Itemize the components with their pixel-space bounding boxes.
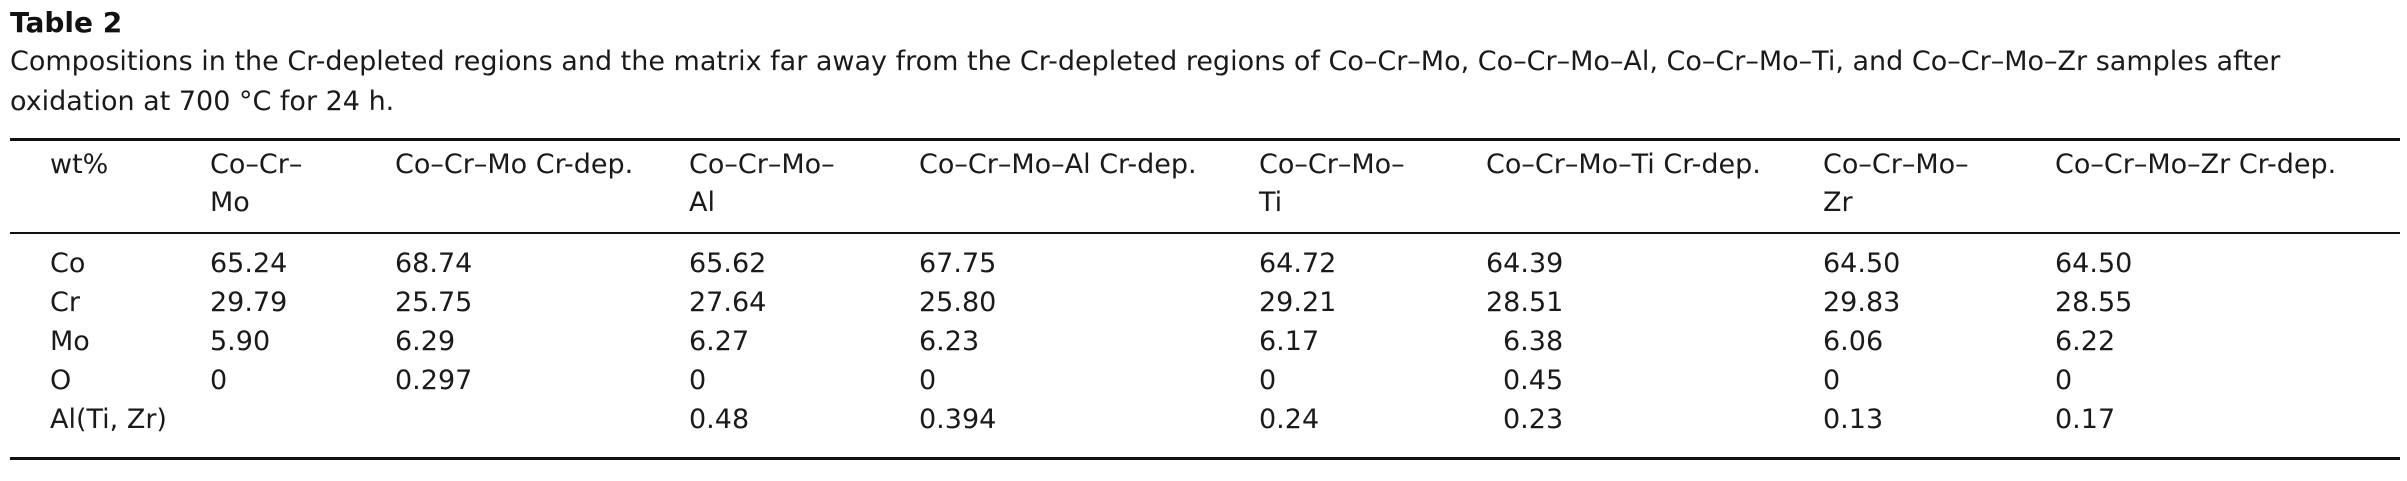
column-header-line: Co–Cr–Mo–Zr Cr-dep. — [2055, 149, 2337, 180]
table-cell: 6.17 — [1259, 326, 1320, 357]
table-cell: 0.24 — [1259, 404, 1320, 435]
column-header-co-cr-mo-crdep — [395, 146, 633, 184]
column-header-line: Co–Cr– — [210, 149, 303, 180]
table-cell: 0 — [1259, 365, 1277, 396]
table-cell: 67.75 — [919, 248, 997, 279]
table-cell: 6.27 — [689, 326, 750, 357]
table-cell: 6.22 — [2055, 326, 2116, 357]
table-caption-line-1: Compositions in the Cr-depleted regions and the matrix far away from the Cr-depleted regions of Co–Cr–Mo, Co–Cr–Mo–Al, Co–Cr–Mo–Ti, and Co–Cr–Mo–Zr samples after — [10, 46, 2281, 77]
table-cell: 65.62 — [689, 248, 767, 279]
table-caption-line-2: oxidation at 700 °C for 24 h. — [10, 86, 395, 117]
table-cell: 25.75 — [395, 287, 473, 318]
table-cell: 64.39 — [1486, 248, 1564, 279]
table-cell: 6.29 — [395, 326, 456, 357]
column-header-line: Co–Cr–Mo– — [1259, 149, 1405, 180]
column-header-line: Co–Cr–Mo–Al Cr-dep. — [919, 149, 1197, 180]
column-header-line: Co–Cr–Mo– — [689, 149, 835, 180]
table-cell: 29.79 — [210, 287, 288, 318]
column-header-co-cr-mo-zr-crdep — [2055, 146, 2336, 184]
table-cell: 0.23 — [1503, 404, 1564, 435]
column-header-co-cr-mo-ti-crdep — [1486, 146, 1761, 184]
column-header-co-cr-mo-zr — [1823, 146, 1969, 222]
table-cell: 28.51 — [1486, 287, 1564, 318]
table-cell: 6.06 — [1823, 326, 1884, 357]
row-label-al-ti-zr: Al(Ti, Zr) — [50, 404, 167, 435]
table-cell: 5.90 — [210, 326, 271, 357]
column-header-line: Mo — [210, 187, 250, 218]
column-header-line: Co–Cr–Mo–Ti Cr-dep. — [1486, 149, 1761, 180]
row-label-cr: Cr — [50, 287, 80, 318]
column-header-co-cr-mo-al-crdep — [919, 146, 1197, 184]
table-header-rule — [10, 232, 2400, 234]
table-cell: 64.50 — [2055, 248, 2133, 279]
table-cell: 6.38 — [1503, 326, 1564, 357]
table-cell: 65.24 — [210, 248, 288, 279]
row-label-o: O — [50, 365, 72, 396]
table-cell: 0.13 — [1823, 404, 1884, 435]
table-cell: 29.21 — [1259, 287, 1337, 318]
row-label-co: Co — [50, 248, 86, 279]
column-header-line: Co–Cr–Mo Cr-dep. — [395, 149, 634, 180]
column-header-co-cr-mo — [210, 146, 302, 222]
table-cell: 0.48 — [689, 404, 750, 435]
table-cell: 0 — [919, 365, 937, 396]
table-cell: 6.23 — [919, 326, 980, 357]
table-label: Table 2 — [10, 6, 123, 39]
column-header-wt — [50, 146, 108, 184]
table-top-rule — [10, 138, 2400, 141]
column-header-co-cr-mo-al — [689, 146, 835, 222]
table-cell: 25.80 — [919, 287, 997, 318]
table-cell: 68.74 — [395, 248, 473, 279]
table-cell: 0 — [2055, 365, 2073, 396]
table-cell: 64.72 — [1259, 248, 1337, 279]
table-cell: 0 — [210, 365, 228, 396]
table-cell: 27.64 — [689, 287, 767, 318]
table-cell: 0 — [689, 365, 707, 396]
table-cell: 0.297 — [395, 365, 473, 396]
table-cell: 0.17 — [2055, 404, 2116, 435]
column-header-line: Ti — [1259, 187, 1283, 218]
column-header-line: Al — [689, 187, 715, 218]
column-header-co-cr-mo-ti — [1259, 146, 1405, 222]
column-header-line: Zr — [1823, 187, 1853, 218]
table-cell: 28.55 — [2055, 287, 2133, 318]
column-header-line: Co–Cr–Mo– — [1823, 149, 1969, 180]
table-cell: 0 — [1823, 365, 1841, 396]
table-bottom-rule — [10, 457, 2400, 460]
table-cell: 29.83 — [1823, 287, 1901, 318]
table-cell: 64.50 — [1823, 248, 1901, 279]
table-cell: 0.394 — [919, 404, 997, 435]
table-caption-block — [10, 4, 2400, 122]
column-header-line: wt% — [50, 149, 109, 180]
table-cell: 0.45 — [1503, 365, 1564, 396]
row-label-mo: Mo — [50, 326, 90, 357]
